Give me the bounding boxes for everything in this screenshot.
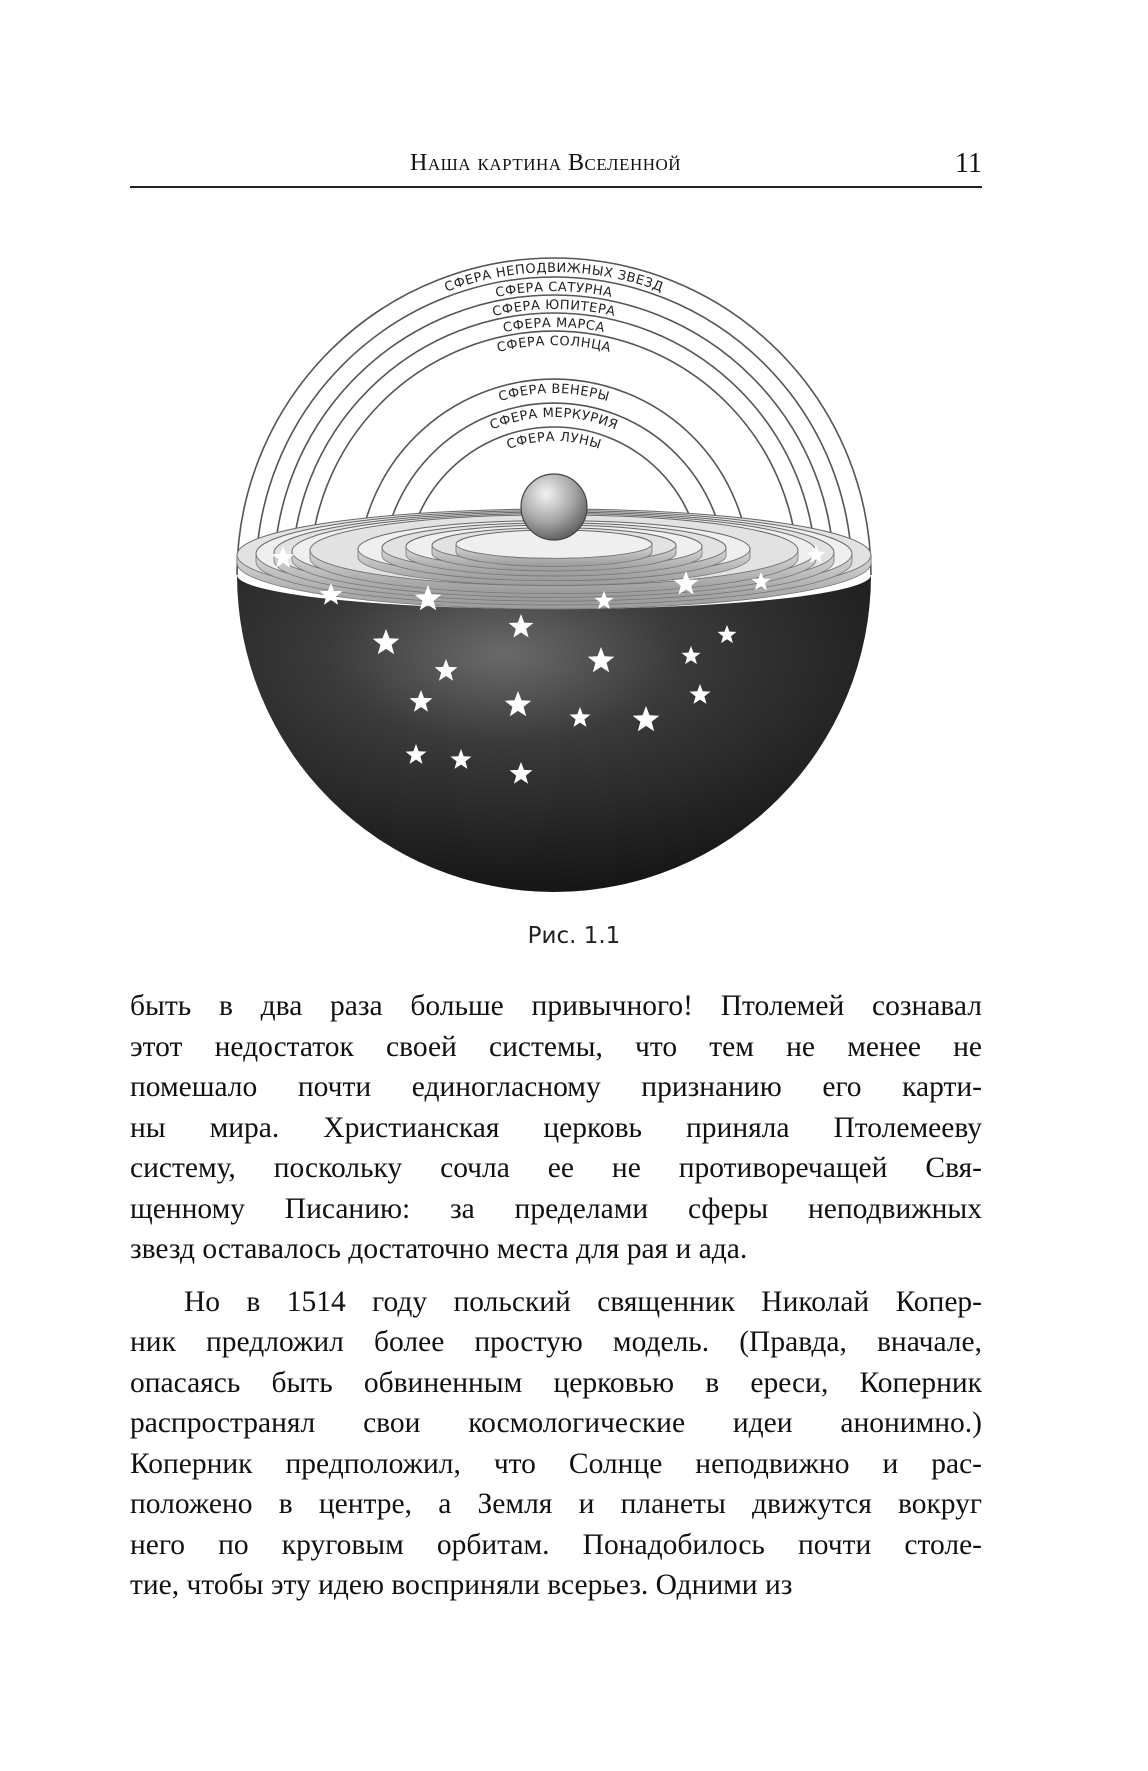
text-line: Но в 1514 году польский священник Николай Копер-	[184, 1285, 982, 1318]
text-line: распространял свои космологические идеи анонимно.)	[130, 1407, 982, 1439]
sphere-label: СФЕРА САТУРНА	[494, 280, 614, 301]
sphere-label: СФЕРА НЕПОДВИЖНЫХ ЗВЕЗД	[442, 260, 666, 296]
paragraph-2	[130, 1282, 982, 1606]
earth	[521, 474, 587, 540]
sphere-label: СФЕРА ЛУНЫ	[504, 429, 604, 453]
sphere-label: СФЕРА СОЛНЦА	[495, 334, 613, 356]
text-line: этот недостаток своей системы, что тем не менее не	[130, 1030, 982, 1063]
paragraph-1	[130, 986, 982, 1270]
running-title: Наша картина Вселенной	[410, 150, 682, 176]
sphere-label: СФЕРА МЕРКУРИЯ	[487, 405, 621, 434]
figure-ptolemaic-model	[0, 195, 1148, 955]
text-line: ны мира. Христианская церковь приняла Птолемееву	[130, 1111, 982, 1144]
page-number: 11	[955, 148, 982, 179]
text-line: быть в два раза больше привычного! Птолемей сознавал	[130, 990, 982, 1022]
text-line: него по круговым орбитам. Понадобилось почти столе-	[130, 1528, 982, 1561]
figure-caption: Рис. 1.1	[527, 923, 621, 949]
text-line: звезд оставалось достаточно места для рая и ада.	[130, 1233, 748, 1265]
text-line: ник предложил более простую модель. (Правда, вначале,	[130, 1326, 982, 1358]
sphere-label: СФЕРА ВЕНЕРЫ	[496, 381, 612, 406]
text-line: Коперник предположил, что Солнце неподвижно и рас-	[130, 1447, 982, 1480]
lower-hemisphere	[237, 575, 871, 892]
running-head	[130, 148, 982, 188]
text-line: положено в центре, а Земля и планеты движутся вокруг	[130, 1488, 982, 1520]
text-line: щенному Писанию: за пределами сферы неподвижных	[130, 1192, 982, 1225]
text-line: тие, чтобы эту идею восприняли всерьез. Одними из	[130, 1569, 793, 1601]
body-text	[130, 986, 982, 1606]
ptolemaic-universe-illustration	[0, 195, 1148, 955]
sphere-label: СФЕРА МАРСА	[501, 315, 607, 336]
sphere-label: СФЕРА ЮПИТЕРА	[491, 297, 617, 320]
text-line: опасаясь быть обвиненным церковью в ереси, Коперник	[130, 1366, 982, 1399]
text-line: помешало почти единогласному признанию его карти-	[130, 1071, 982, 1103]
text-line: систему, поскольку сочла ее не противоречащей Свя-	[130, 1152, 982, 1184]
